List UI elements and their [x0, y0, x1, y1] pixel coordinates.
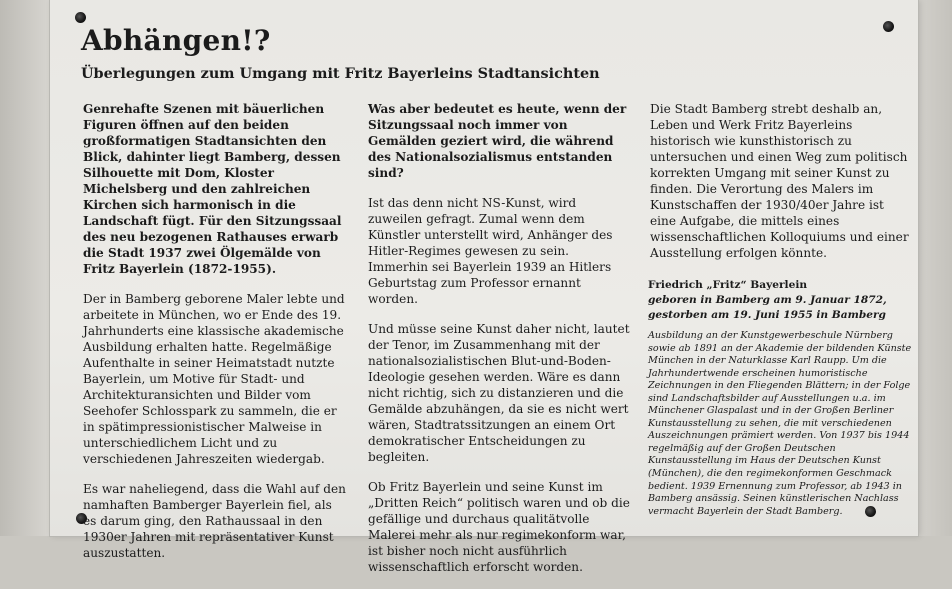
paragraph: Ist das denn nicht NS-Kunst, wird zuweilen gefragt. Zumal wenn dem Künstler unterstellt wird, Anhänger des Hitler-Regimes gewesen zu sein. Immerhin sei Bayerlein 1939 an Hitlers Geburtstag zum Professor ernannt worden.: [368, 196, 613, 306]
sign-title: Abhängen!?: [81, 24, 271, 57]
intro-paragraph: Genrehafte Szenen mit bäuerlichen Figuren öffnen auf den beiden großformatigen Stadtansichten den Blick, dahinter liegt Bamberg, dessen Silhouette mit Dom, Kloster Michelsberg und den zahlreichen Kirchen sich harmonisch in die Landschaft fügt. Für den Sitzungssaal des neu bezogenen Rathauses erwarb die Stadt 1937 zwei Ölgemälde von Fritz Bayerlein (1872-1955).: [83, 102, 342, 276]
paragraph: Es war naheliegend, dass die Wahl auf den namhaften Bamberger Bayerlein fiel, als es darum ging, den Rathaussaal in den 1930er Jahren mit repräsentativer Kunst auszustatten.: [83, 482, 346, 560]
sign-subtitle: Überlegungen zum Umgang mit Fritz Bayerleins Stadtansichten: [81, 65, 600, 82]
paragraph: Ob Fritz Bayerlein und seine Kunst im „Dritten Reich“ politisch waren und ob die gefällige und durchaus qualitätvolle Malerei mehr als nur regimekonform war, ist bisher noch nicht ausführlich wissenschaftlich erforscht worden.: [368, 480, 630, 574]
paragraph: Die Stadt Bamberg strebt deshalb an, Leben und Werk Fritz Bayerleins historisch wie kunsthistorisch zu untersuchen und einen Weg zum politisch korrekten Umgang mit seiner Kunst zu finden. Die Verortung des Malers im Kunstschaffen der 1930/40er Jahre ist eine Aufgabe, die mittels eines wissenschaftlichen Kolloquiums und einer Ausstellung erfolgen könnte.: [650, 102, 909, 260]
text-column-3: [650, 101, 912, 275]
text-column-1: [83, 101, 348, 575]
question-paragraph: Was aber bedeutet es heute, wenn der Sitzungssaal noch immer von Gemälden geziert wird, die während des Nationalsozialismus entstanden sind?: [368, 102, 627, 180]
bio-text: Ausbildung an der Kunstgewerbeschule Nürnberg sowie ab 1891 an der Akademie der bildenden Künste München in der Naturklasse Karl Raupp. Um die Jahrhundertwende erscheinen humoristische Zeichnungen in den Fliegenden Blättern; in der Folge sind Landschaftsbilder auf Ausstellungen u.a. im Münchener Glaspalast und in der Großen Berliner Kunstausstellung zu sehen, die mit verschiedenen Auszeichnungen prämiert werden. Von 1937 bis 1944 regelmäßig auf der Großen Deutschen Kunstausstellung im Haus der Deutschen Kunst (München), die den regimekonformen Geschmack bedient. 1939 Ernennung zum Professor, ab 1943 in Bamberg ansässig. Seinen künstlerischen Nachlass vermacht Bayerlein der Stadt Bamberg.: [648, 330, 912, 517]
info-sign: [50, 0, 918, 574]
bio-header: [648, 278, 913, 323]
paragraph: Der in Bamberg geborene Maler lebte und arbeitete in München, wo er Ende des 19. Jahrhunderts eine klassische akademische Ausbildung erhalten hatte. Regelmäßige Aufenthalte in seiner Heimatstadt nutzte Bayerlein, um Motive für Stadt- und Architekturansichten und Bilder vom Seehofer Schlosspark zu sammeln, die er in spätimpressionistischer Malweise in unterschiedlichem Licht und zu verschiedenen Jahreszeiten wiedergab.: [83, 292, 345, 466]
screw-top-left: [75, 12, 86, 23]
text-column-2: [368, 101, 630, 589]
paragraph: Und müsse seine Kunst daher nicht, lautet der Tenor, im Zusammenhang mit der nationalsozialistischen Blut-und-Boden-Ideologie gesehen werden. Wäre es dann nicht richtig, sich zu distanzieren und die Gemälde abzuhängen, da sie es nicht wert wären, Stadtratssitzungen an einem Ort demokratischer Entscheidungen zu begleiten.: [368, 322, 630, 464]
bio-died: gestorben am 19. Juni 1955 in Bamberg: [648, 309, 886, 321]
bio-name: Friedrich „Fritz“ Bayerlein: [648, 279, 808, 291]
bio-born: geboren in Bamberg am 9. Januar 1872,: [648, 294, 887, 306]
screw-top-right: [883, 21, 894, 32]
